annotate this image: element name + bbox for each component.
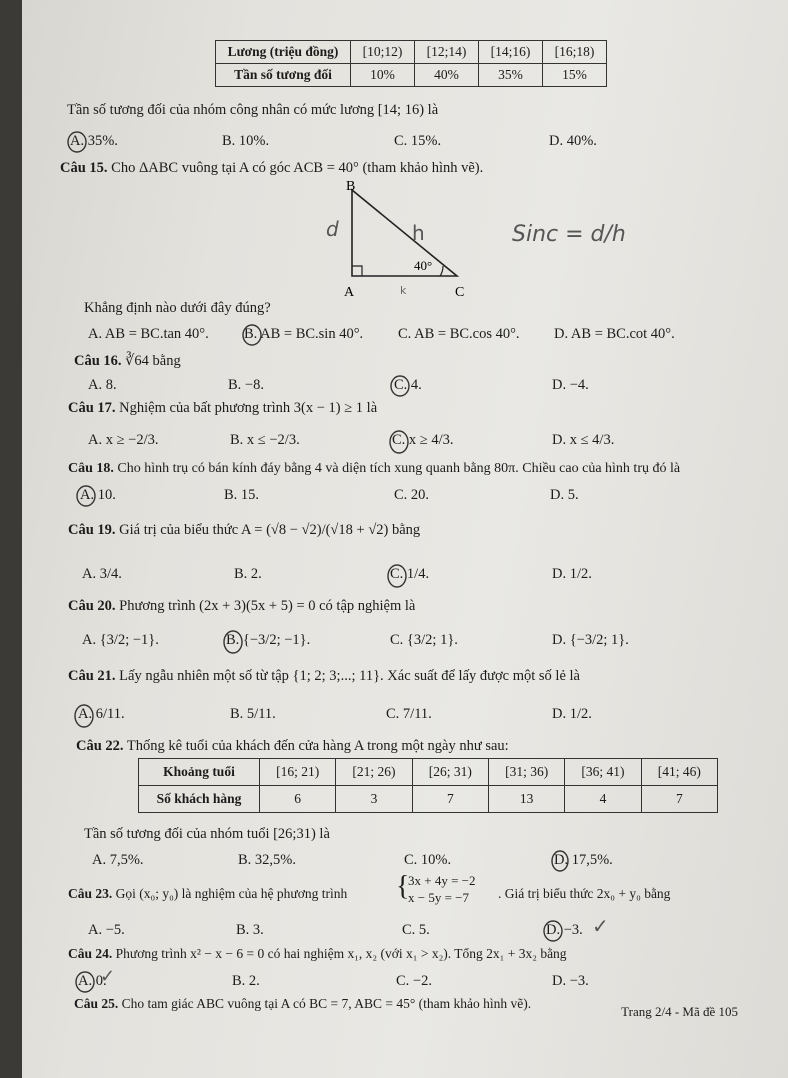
q23-option-c[interactable]: C. 5.	[402, 922, 430, 938]
q19-option-b[interactable]: B. 2.	[234, 566, 262, 582]
q22-option-a[interactable]: A. 7,5%.	[92, 852, 144, 868]
angle-label: 40°	[414, 258, 433, 273]
answer-circle	[243, 325, 261, 345]
q22-ask: Tần số tương đối của nhóm tuổi [26;31) là	[84, 826, 330, 842]
answer-marks	[22, 0, 788, 1078]
q18-option-c[interactable]: C. 20.	[394, 487, 430, 503]
q17-label: Câu 17.	[68, 400, 116, 416]
q20-option-c[interactable]: C. {3/2; 1}.	[390, 632, 458, 648]
answer-circle	[77, 486, 95, 506]
q16-option-b[interactable]: B. −8.	[228, 377, 264, 393]
handwritten-k: k	[400, 284, 407, 297]
q24-option-b[interactable]: B. 2.	[232, 973, 260, 989]
age-range: [26; 31)	[412, 759, 488, 786]
q14-option-d[interactable]: D. 40%.	[549, 133, 597, 149]
q17-option-d[interactable]: D. x ≤ 4/3.	[552, 432, 615, 448]
exam-page	[22, 0, 788, 1078]
q22-option-d[interactable]: D. 17,5%.	[554, 852, 613, 868]
q23-option-a[interactable]: A. −5.	[88, 922, 125, 938]
q21-text: Lấy ngẫu nhiên một số từ tập {1; 2; 3;...; 11}. Xác suất để lấy được một số lẻ là	[119, 668, 580, 684]
age-range: [16; 21)	[260, 759, 336, 786]
freq-value: 40%	[415, 64, 479, 87]
q24-text: Phương trình x² − x − 6 = 0 có hai nghiệm x₁, x₂ (với x₁ > x₂). Tổng 2x₁ + 3x₂ bằng	[115, 946, 567, 961]
q18-option-a[interactable]: A. 10.	[80, 487, 116, 503]
q17-option-c[interactable]: C. x ≥ 4/3.	[392, 432, 454, 448]
q15-option-d[interactable]: D. AB = BC.cot 40°.	[554, 326, 675, 342]
q17-option-b[interactable]: B. x ≤ −2/3.	[230, 432, 300, 448]
q24-option-a[interactable]: A. 0.	[78, 973, 107, 989]
salary-label: Lương (triệu đồng)	[216, 41, 351, 64]
age-range: [31; 36)	[488, 759, 564, 786]
q23-text-a: Gọi (x₀; y₀) là nghiệm của hệ phương trình	[115, 886, 348, 901]
q18-option-d[interactable]: D. 5.	[550, 487, 579, 503]
q14-stem: Tần số tương đối của nhóm công nhân có mức lương [14; 16) là	[67, 102, 439, 118]
answer-circle	[390, 431, 408, 453]
answer-circle	[76, 972, 94, 992]
q24-option-d[interactable]: D. −3.	[552, 973, 589, 989]
answer-circle	[68, 132, 86, 152]
answer-circle	[224, 631, 242, 653]
equation-1: 3x + 4y = −2	[408, 873, 476, 888]
q20-option-a[interactable]: A. {3/2; −1}.	[82, 632, 159, 648]
checkmark-icon: ✓	[100, 966, 116, 987]
q21-label: Câu 21.	[68, 668, 116, 684]
q20-option-b[interactable]: B. {−3/2; −1}.	[226, 632, 311, 648]
q19-option-d[interactable]: D. 1/2.	[552, 566, 592, 582]
count-label: Số khách hàng	[139, 786, 260, 813]
count-value: 13	[488, 786, 564, 813]
q23-label: Câu 23.	[68, 886, 113, 901]
vertex-c-label: C	[455, 285, 465, 300]
q18-option-b[interactable]: B. 15.	[224, 487, 260, 503]
q20-label: Câu 20.	[68, 598, 116, 614]
freq-value: 15%	[543, 64, 607, 87]
q23-text-b: . Giá trị biểu thức 2x₀ + y₀ bằng	[498, 886, 671, 901]
q16-text: ∛64 bằng	[125, 353, 181, 369]
q24-label: Câu 24.	[68, 946, 113, 961]
salary-range: [10;12)	[351, 41, 415, 64]
answer-circle	[75, 705, 93, 727]
age-range: [41; 46)	[641, 759, 717, 786]
equation-2: x − 5y = −7	[408, 890, 469, 905]
q17-option-a[interactable]: A. x ≥ −2/3.	[88, 432, 159, 448]
q18-text: Cho hình trụ có bán kính đáy bằng 4 và diện tích xung quanh bằng 80π. Chiều cao của hình trụ đó là	[117, 461, 681, 476]
q14-option-b[interactable]: B. 10%.	[222, 133, 270, 149]
q15-option-a[interactable]: A. AB = BC.tan 40°.	[88, 326, 209, 342]
answer-circle	[552, 851, 568, 871]
q19-option-c[interactable]: C. 1/4.	[390, 566, 430, 582]
q16-option-d[interactable]: D. −4.	[552, 377, 589, 393]
q22-label: Câu 22.	[76, 738, 124, 754]
q21-option-d[interactable]: D. 1/2.	[552, 706, 592, 722]
q14-option-c[interactable]: C. 15%.	[394, 133, 442, 149]
q21-option-b[interactable]: B. 5/11.	[230, 706, 276, 722]
vertex-b-label: B	[346, 179, 356, 194]
q23-option-d[interactable]: D. −3.	[546, 922, 583, 938]
q25-text: Cho tam giác ABC vuông tại A có BC = 7, ABC = 45° (tham khảo hình vẽ).	[121, 996, 532, 1011]
checkmark-icon: ✓	[592, 914, 609, 938]
age-label: Khoảng tuổi	[139, 759, 260, 786]
freq-value: 35%	[479, 64, 543, 87]
q16-option-a[interactable]: A. 8.	[88, 377, 117, 393]
count-value: 3	[336, 786, 412, 813]
freq-value: 10%	[351, 64, 415, 87]
handwritten-h: h	[412, 221, 425, 245]
handwritten-d: d	[326, 217, 339, 241]
q15-option-c[interactable]: C. AB = BC.cos 40°.	[398, 326, 520, 342]
page-footer: Trang 2/4 - Mã đề 105	[621, 1004, 738, 1019]
q17-text: Nghiệm của bất phương trình 3(x − 1) ≥ 1 là	[119, 400, 378, 416]
count-value: 7	[412, 786, 488, 813]
q21-option-a[interactable]: A. 6/11.	[78, 706, 125, 722]
answer-circle	[388, 565, 406, 587]
q22-option-c[interactable]: C. 10%.	[404, 852, 452, 868]
q15-label: Câu 15.	[60, 160, 108, 176]
answer-circle	[391, 376, 409, 396]
count-value: 7	[641, 786, 717, 813]
handwritten-formula: Sinc = d/h	[512, 222, 626, 247]
count-value: 6	[260, 786, 336, 813]
q16-option-c[interactable]: C. 4.	[394, 377, 422, 393]
q15-ask: Khẳng định nào dưới đây đúng?	[84, 300, 271, 316]
vertex-a-label: A	[344, 285, 355, 300]
freq-label: Tần số tương đối	[216, 64, 351, 87]
q20-option-d[interactable]: D. {−3/2; 1}.	[552, 632, 629, 648]
q19-option-a[interactable]: A. 3/4.	[82, 566, 122, 582]
q15-option-b[interactable]: B. AB = BC.sin 40°.	[244, 326, 364, 342]
q18-label: Câu 18.	[68, 461, 114, 476]
q15-text: Cho ΔABC vuông tại A có góc ACB = 40° (tham khảo hình vẽ).	[111, 160, 484, 176]
q22-option-b[interactable]: B. 32,5%.	[238, 852, 296, 868]
answer-circle	[544, 921, 562, 941]
q19-text: Giá trị của biểu thức A = (√8 − √2)/(√18 + √2) bằng	[119, 522, 421, 538]
salary-range: [16;18)	[543, 41, 607, 64]
option-text: A. 35%.	[70, 133, 118, 149]
count-value: 4	[565, 786, 641, 813]
age-range: [21; 26)	[336, 759, 412, 786]
q20-text: Phương trình (2x + 3)(5x + 5) = 0 có tập nghiệm là	[119, 598, 416, 614]
q16-label: Câu 16.	[74, 353, 122, 369]
salary-range: [12;14)	[415, 41, 479, 64]
q25-label: Câu 25.	[74, 996, 119, 1011]
salary-range: [14;16)	[479, 41, 543, 64]
system-brace: {	[396, 871, 410, 902]
q21-option-c[interactable]: C. 7/11.	[386, 706, 432, 722]
age-range: [36; 41)	[565, 759, 641, 786]
q22-text: Thống kê tuổi của khách đến cửa hàng A trong một ngày như sau:	[126, 738, 509, 754]
q19-label: Câu 19.	[68, 522, 116, 538]
q23-option-b[interactable]: B. 3.	[236, 922, 264, 938]
q24-option-c[interactable]: C. −2.	[396, 973, 432, 989]
